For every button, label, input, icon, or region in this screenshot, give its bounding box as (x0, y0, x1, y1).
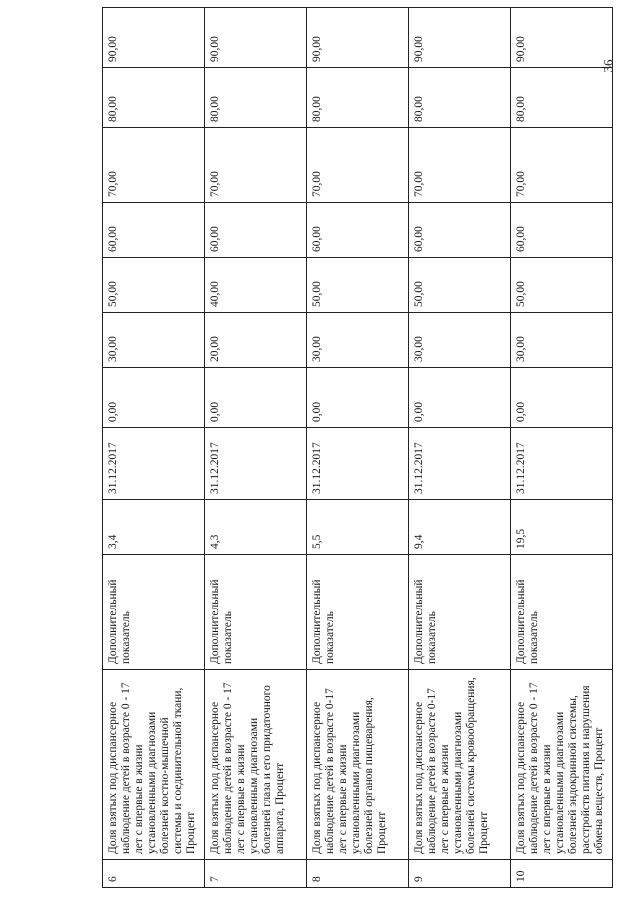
value-2023: 80,00 (205, 68, 307, 128)
value-2024: 90,00 (307, 8, 409, 68)
value-2021: 60,00 (511, 203, 613, 258)
indicator-name: Доля взятых под диспансерное наблюдение детей в возрасте 0 - 17 лет с впервые в жизни установленным диагнозами болезней глаза и его придаточного аппарата, Процент (205, 670, 307, 860)
table-row (409, 8, 511, 888)
value-2022: 70,00 (103, 128, 205, 203)
base-date: 31.12.2017 (103, 428, 205, 500)
indicator-type: Дополнительный показатель (511, 555, 613, 670)
base-date: 31.12.2017 (511, 428, 613, 500)
value-2018: 0,00 (511, 368, 613, 428)
table-row (307, 8, 409, 888)
value-2019: 30,00 (511, 313, 613, 368)
base-date: 31.12.2017 (307, 428, 409, 500)
value-2024: 90,00 (409, 8, 511, 68)
value-2020: 50,00 (409, 258, 511, 313)
indicator-type: Дополнительный показатель (409, 555, 511, 670)
base-value: 9,4 (409, 500, 511, 555)
row-number: 7 (205, 860, 307, 888)
indicator-name: Доля взятых под диспансерное наблюдение детей в возрасте 0-17 лет с впервые в жизни установленными диагнозами болезней системы кровообращения, Процент (409, 670, 511, 860)
table-row (103, 8, 205, 888)
indicator-name: Доля взятых под диспансерное наблюдение детей в возрасте 0 - 17 лет с впервые в жизни установленными диагнозами болезней костно-мышечной системы и соединительной ткани, Процент (103, 670, 205, 860)
value-2022: 70,00 (205, 128, 307, 203)
value-2021: 60,00 (103, 203, 205, 258)
table-row (511, 8, 613, 888)
row-number: 10 (511, 860, 613, 888)
value-2019: 30,00 (103, 313, 205, 368)
indicator-table-rotated (102, 8, 612, 888)
value-2020: 50,00 (307, 258, 409, 313)
indicator-name: Доля взятых под диспансерное наблюдение детей в возрасте 0 - 17 лет с впервые в жизни установленными диагнозами болезней эндокринной системы, расстройств питания и нарушения обмена веществ, Процент (511, 670, 613, 860)
base-value: 4,3 (205, 500, 307, 555)
indicator-type: Дополнительный показатель (307, 555, 409, 670)
row-number: 6 (103, 860, 205, 888)
base-value: 5,5 (307, 500, 409, 555)
indicator-table-body (103, 8, 613, 888)
base-date: 31.12.2017 (409, 428, 511, 500)
table-row (205, 8, 307, 888)
value-2022: 70,00 (307, 128, 409, 203)
value-2018: 0,00 (307, 368, 409, 428)
value-2022: 70,00 (511, 128, 613, 203)
value-2018: 0,00 (409, 368, 511, 428)
value-2021: 60,00 (409, 203, 511, 258)
value-2021: 60,00 (205, 203, 307, 258)
value-2020: 50,00 (103, 258, 205, 313)
value-2023: 80,00 (409, 68, 511, 128)
value-2020: 40,00 (205, 258, 307, 313)
value-2019: 30,00 (307, 313, 409, 368)
indicator-table (102, 7, 613, 888)
value-2022: 70,00 (409, 128, 511, 203)
value-2023: 80,00 (103, 68, 205, 128)
value-2020: 50,00 (511, 258, 613, 313)
page-number: 36 (600, 59, 616, 73)
base-value: 3,4 (103, 500, 205, 555)
value-2021: 60,00 (307, 203, 409, 258)
value-2023: 80,00 (511, 68, 613, 128)
value-2019: 20,00 (205, 313, 307, 368)
row-number: 8 (307, 860, 409, 888)
row-number: 9 (409, 860, 511, 888)
value-2024: 90,00 (103, 8, 205, 68)
indicator-name: Доля взятых под диспансерное наблюдение детей в возрасте 0-17 лет с впервые в жизни установленными диагнозами болезней органов пищеварения, Процент (307, 670, 409, 860)
indicator-type: Дополнительный показатель (103, 555, 205, 670)
value-2023: 80,00 (307, 68, 409, 128)
value-2018: 0,00 (205, 368, 307, 428)
value-2024: 90,00 (511, 8, 613, 68)
base-date: 31.12.2017 (205, 428, 307, 500)
value-2019: 30,00 (409, 313, 511, 368)
indicator-type: Дополнительный показатель (205, 555, 307, 670)
base-value: 19,5 (511, 500, 613, 555)
value-2024: 90,00 (205, 8, 307, 68)
value-2018: 0,00 (103, 368, 205, 428)
